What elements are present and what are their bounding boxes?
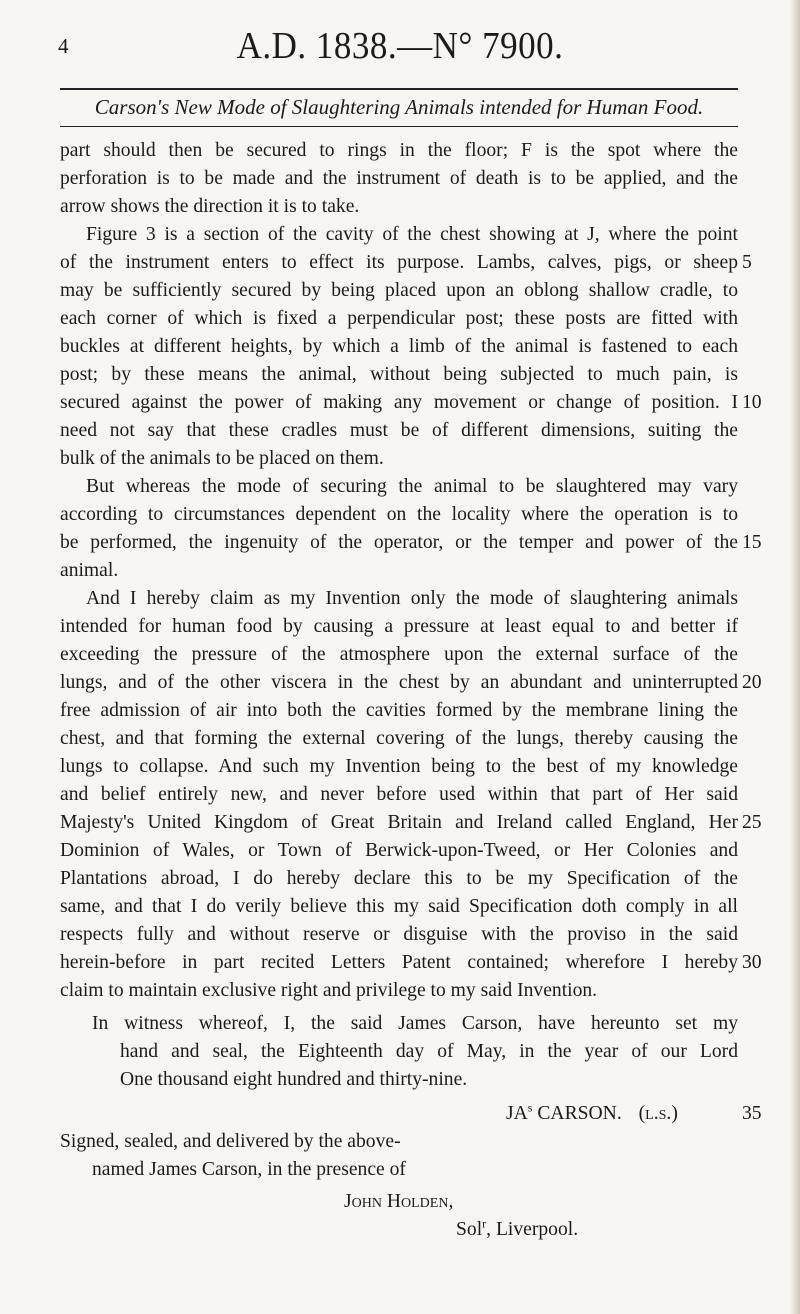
signature-name-prefix: JA [506, 1103, 528, 1124]
text-line: exceeding the pressure of the atmosphere upon the external surface of the [60, 644, 738, 665]
text-line: respects fully and without reserve or disguise with the proviso in the said [60, 924, 738, 945]
running-title: A.D. 1838.—N° 7900. [236, 24, 564, 67]
text-line: lungs, and of the other viscera in the chest by an abundant and uninterrupted [60, 672, 738, 693]
seal-mark: (l.s.) [638, 1103, 678, 1124]
signature [506, 1100, 746, 1128]
line-number: 10 [742, 392, 762, 413]
text-line: perforation is to be made and the instrument of death is to be applied, and the [60, 168, 738, 189]
text-line: of the instrument enters to effect its purpose. Lambs, calves, pigs, or sheep [60, 252, 738, 273]
line-number: 15 [742, 532, 762, 553]
text-line: may be sufficiently secured by being placed upon an oblong shallow cradle, to [60, 280, 738, 301]
header-rule-bottom [60, 126, 738, 127]
attestation-line-2: named James Carson, in the presence of [92, 1159, 406, 1180]
text-line: post; by these means the animal, without being subjected to much pain, is [60, 364, 738, 385]
subtitle: Carson's New Mode of Slaughtering Animals intended for Human Food. [94, 95, 704, 119]
text-line: be performed, the ingenuity of the operator, or the temper and power of the [60, 532, 738, 553]
text-line: arrow shows the direction it is to take. [60, 196, 360, 217]
text-line: secured against the power of making any movement or change of position. I [60, 392, 738, 413]
text-line: herein-before in part recited Letters Patent contained; wherefore I hereby [60, 952, 738, 973]
line-number: 25 [742, 812, 762, 833]
text-line: lungs to collapse. And such my Invention being to the best of my knowledge [60, 756, 738, 777]
text-line: claim to maintain exclusive right and privilege to my said Invention. [60, 980, 598, 1001]
text-line: Figure 3 is a section of the cavity of the chest showing at J, where the point [86, 224, 738, 245]
text-line: according to circumstances dependent on the locality where the operation is to [60, 504, 738, 525]
text-line: buckles at different heights, by which a limb of the animal is fastened to each [60, 336, 738, 357]
line-number: 35 [742, 1103, 762, 1124]
page-number: 4 [58, 34, 69, 58]
text-line: Plantations abroad, I do hereby declare this to be my Specification of the [60, 868, 738, 889]
text-line: In witness whereof, I, the said James Carson, have hereunto set my [92, 1013, 738, 1034]
header-rule-top [60, 88, 738, 90]
text-line: And I hereby claim as my Invention only the mode of slaughtering animals [86, 588, 738, 609]
page-edge-shadow [790, 0, 800, 1314]
text-line: free admission of air into both the cavities formed by the membrane lining the [60, 700, 738, 721]
attestation-line-1: Signed, sealed, and delivered by the above- [60, 1131, 401, 1152]
line-number: 30 [742, 952, 762, 973]
text-line: each corner of which is fixed a perpendicular post; these posts are fitted with [60, 308, 738, 329]
signature-name-rest: CARSON. [532, 1103, 622, 1124]
text-line: bulk of the animals to be placed on them. [60, 448, 384, 469]
witness-name: John Holden, [344, 1191, 454, 1212]
text-line: hand and seal, the Eighteenth day of May, in the year of our Lord [120, 1041, 738, 1062]
signature-name-sup: s [527, 1100, 533, 1115]
text-line: need not say that these cradles must be of different dimensions, suiting the [60, 420, 738, 441]
witness-role [456, 1216, 736, 1244]
text-line: One thousand eight hundred and thirty-nine. [120, 1069, 468, 1090]
witness-role-prefix: Sol [456, 1219, 483, 1240]
text-line: animal. [60, 560, 119, 581]
text-line: Dominion of Wales, or Town of Berwick-upon-Tweed, or Her Colonies and [60, 840, 738, 861]
text-line: intended for human food by causing a pressure at least equal to and better if [60, 616, 738, 637]
witness-role-rest: , Liverpool. [486, 1219, 579, 1240]
text-line: part should then be secured to rings in the floor; F is the spot where the [60, 140, 738, 161]
text-line: same, and that I do verily believe this my said Specification doth comply in all [60, 896, 738, 917]
line-number: 20 [742, 672, 762, 693]
text-line: and belief entirely new, and never before used within that part of Her said [60, 784, 738, 805]
text-line: Majesty's United Kingdom of Great Britain and Ireland called England, Her [60, 812, 738, 833]
line-number: 5 [742, 252, 752, 273]
witness-role-sup: r [482, 1216, 487, 1231]
text-line: But whereas the mode of securing the animal to be slaughtered may vary [86, 476, 738, 497]
text-line: chest, and that forming the external covering of the lungs, thereby causing the [60, 728, 738, 749]
